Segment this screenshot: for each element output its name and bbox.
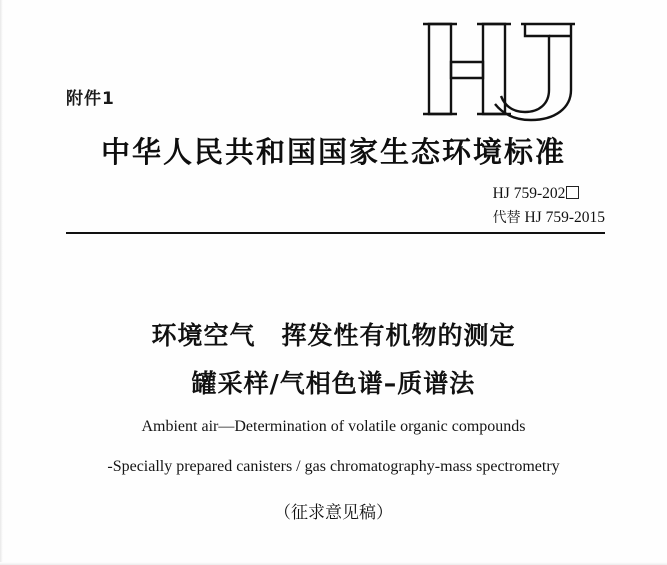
subject-title-en-line2: -Specially prepared canisters / gas chromatography-mass spectrometry: [107, 458, 560, 475]
scan-edge-left: [0, 0, 3, 565]
header-divider: [66, 232, 605, 234]
replaces-line: [493, 206, 605, 230]
standard-number-line: [493, 182, 605, 206]
page-title: 中华人民共和国国家生态环境标准: [100, 135, 566, 169]
subject-cn-part1: 环境空气: [151, 321, 256, 350]
subject-title-cn: [0, 316, 667, 400]
standard-number: HJ 759-202: [492, 185, 566, 202]
subject-title-en: [0, 418, 667, 476]
replaces-label: 代替: [492, 210, 521, 227]
standard-number-blank-box: [566, 186, 579, 199]
subject-title-cn-line1: [0, 316, 667, 352]
hj-logo-icon: [421, 18, 591, 123]
replaces-number: HJ 759-2015: [524, 209, 605, 227]
draft-notice: （征求意见稿）: [274, 503, 393, 523]
standard-number-block: [493, 182, 605, 230]
subject-title-en-line1: Ambient air—Determination of volatile organic compounds: [141, 418, 526, 435]
attachment-label: 附件1: [66, 89, 115, 109]
subject-title-cn-line2: 罐采样/气相色谱–质谱法: [191, 369, 476, 398]
subject-cn-part2: 挥发性有机物的测定: [281, 321, 516, 350]
